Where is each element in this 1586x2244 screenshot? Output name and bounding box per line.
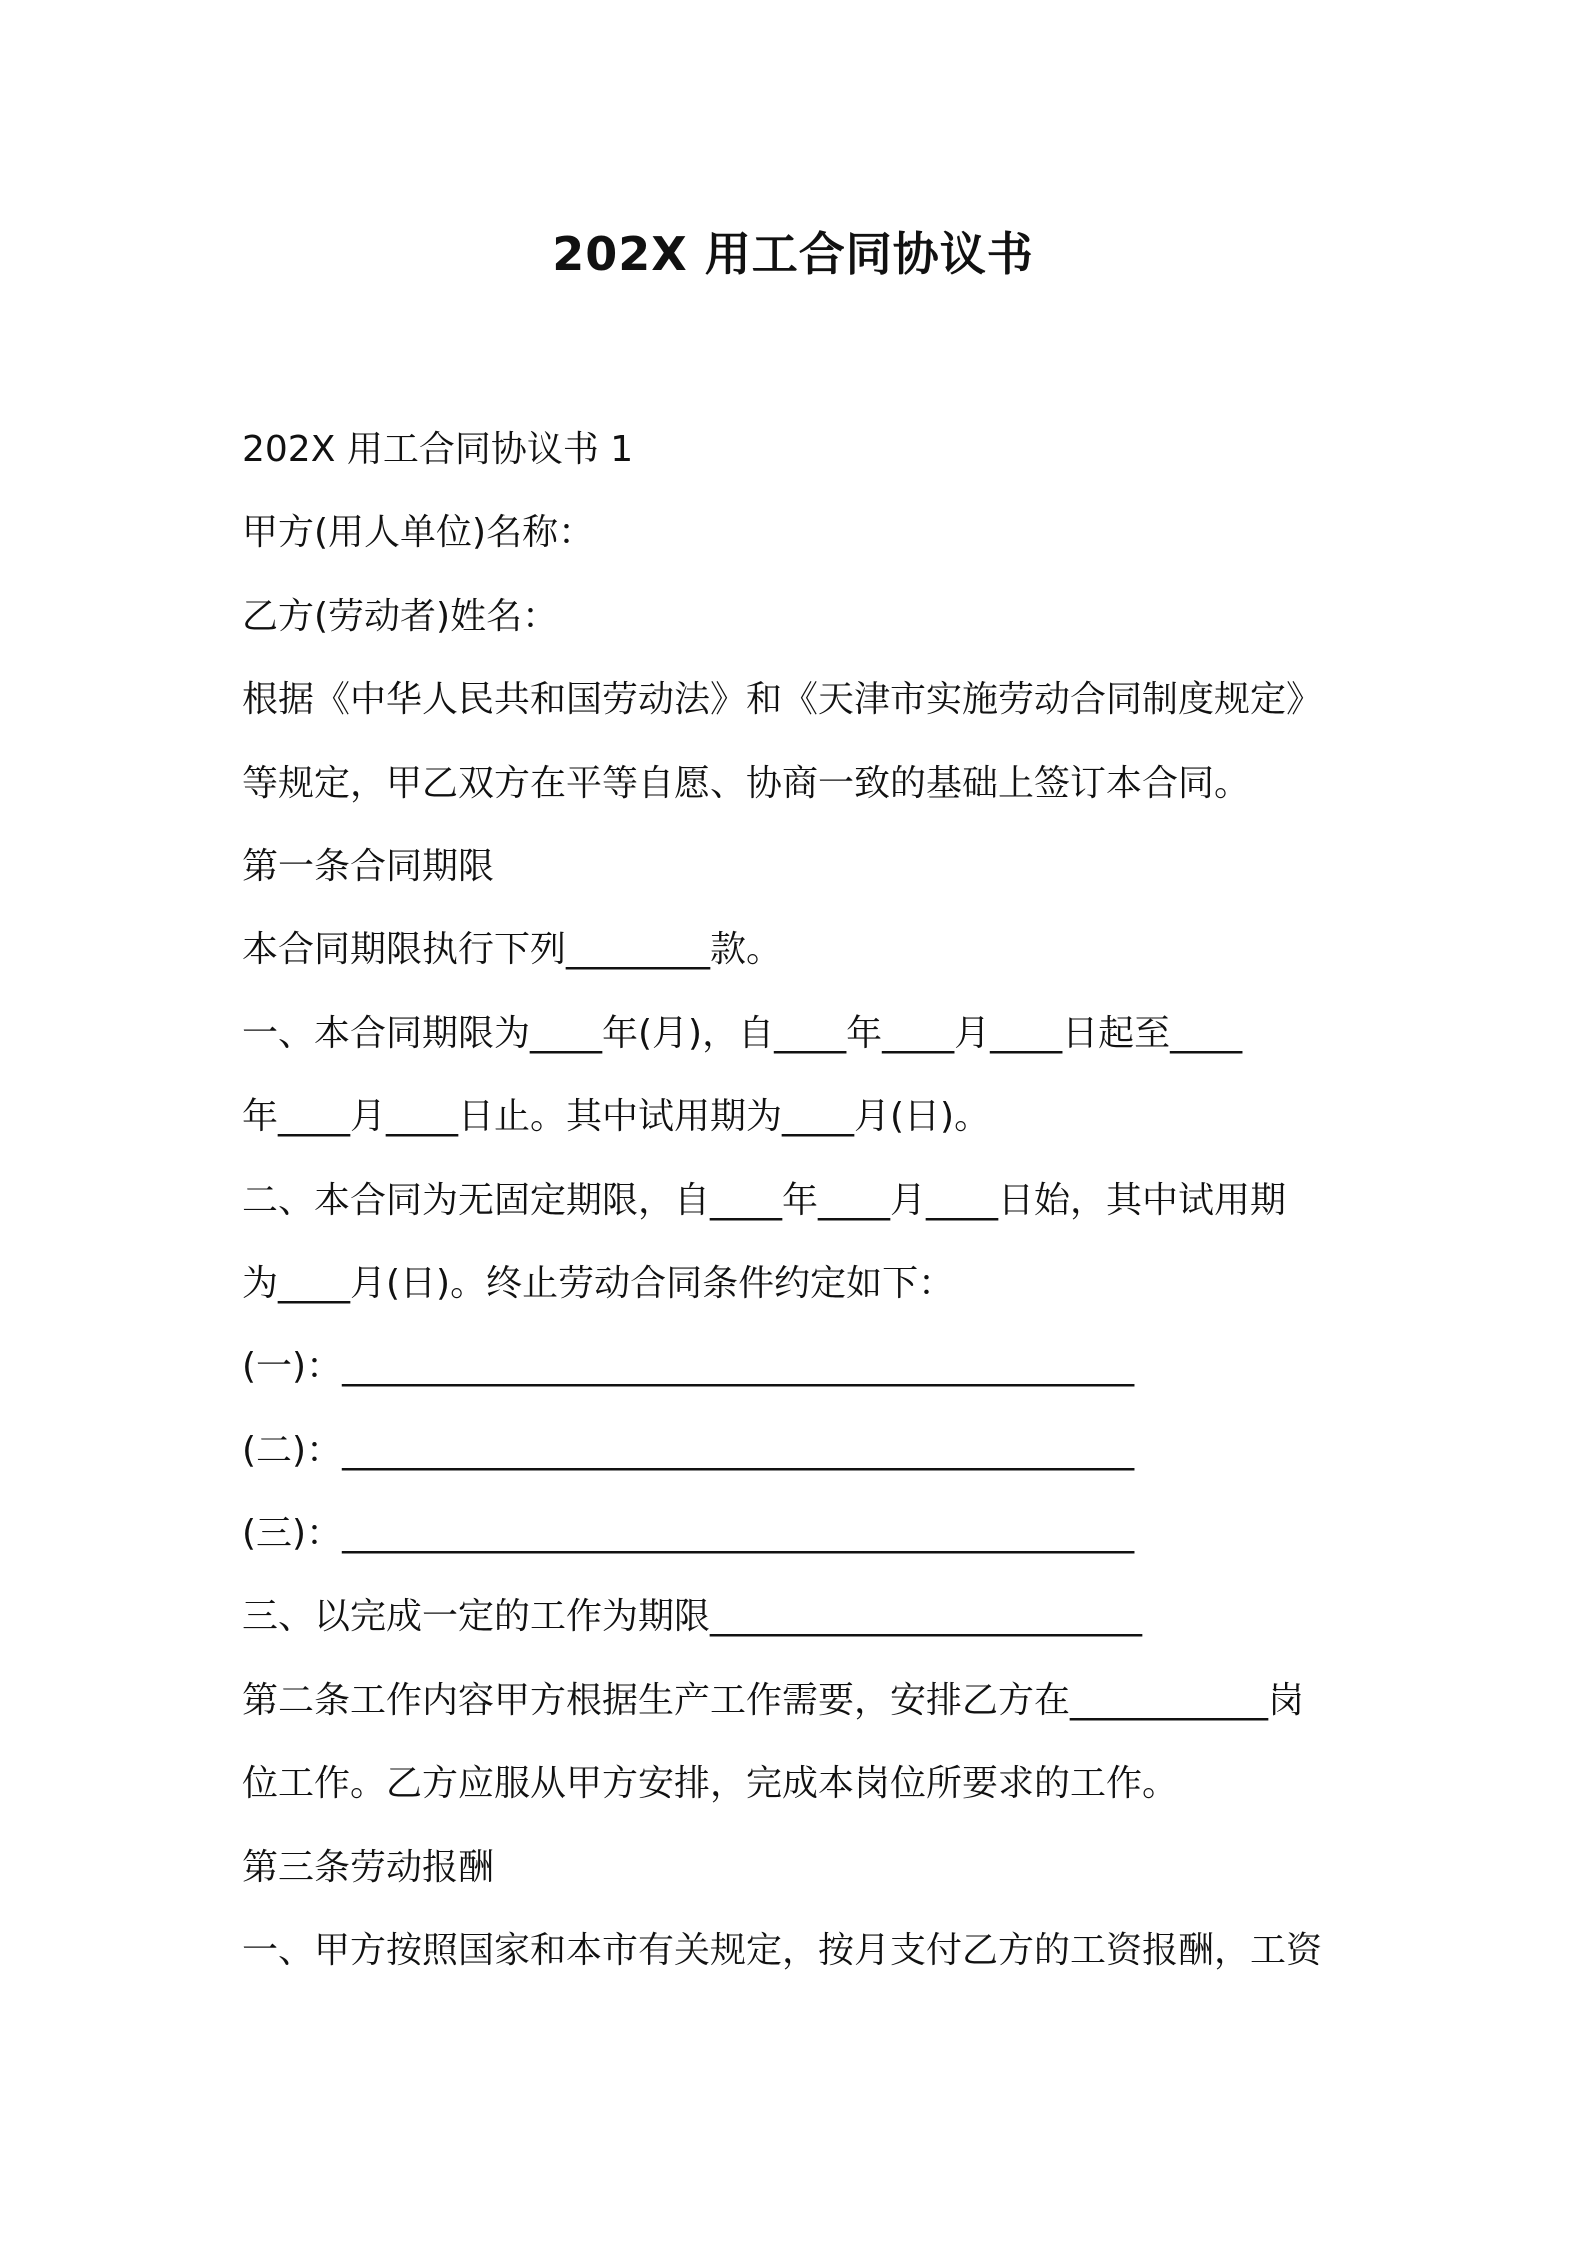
article-1-heading: 第一条合同期限 [242,845,495,887]
party-b-name-line: 乙方(劳动者)姓名： [242,595,559,637]
article-2-line-2: 位工作。乙方应服从甲方安排，完成本岗位所要求的工作。 [242,1763,1179,1805]
clause-1-line-1: 一、本合同期限为____年(月)，自____年____月____日起至____ [242,1012,1243,1054]
document-title: 202X 用工合同协议书 [552,227,1034,281]
termination-condition-3: (三)：____________________________________________ [242,1513,1135,1555]
clause-3-line: 三、以完成一定的工作为期限________________________ [242,1596,1143,1638]
article-3-clause-1: 一、甲方按照国家和本市有关规定，按月支付乙方的工资报酬，工资 [242,1930,1323,1972]
clause-2-line-1: 二、本合同为无固定期限，自____年____月____日始，其中试用期 [242,1179,1287,1221]
termination-condition-1: (一)：____________________________________________ [242,1346,1135,1388]
document-body [242,408,1357,1992]
preamble-line-2: 等规定，甲乙双方在平等自愿、协商一致的基础上签订本合同。 [242,762,1251,804]
article-1-intro: 本合同期限执行下列________款。 [242,929,783,971]
article-3-heading: 第三条劳动报酬 [242,1846,495,1888]
preamble-line-1: 根据《中华人民共和国劳动法》和《天津市实施劳动合同制度规定》 [242,679,1323,721]
clause-2-line-2: 为____月(日)。终止劳动合同条件约定如下： [242,1262,955,1304]
party-a-name-line: 甲方(用人单位)名称： [242,512,595,554]
termination-condition-2: (二)：____________________________________________ [242,1429,1135,1471]
clause-1-line-2: 年____月____日止。其中试用期为____月(日)。 [242,1096,991,1138]
article-2-line-1: 第二条工作内容甲方根据生产工作需要，安排乙方在___________岗 [242,1679,1305,1721]
section-heading-1: 202X 用工合同协议书 1 [242,429,634,470]
